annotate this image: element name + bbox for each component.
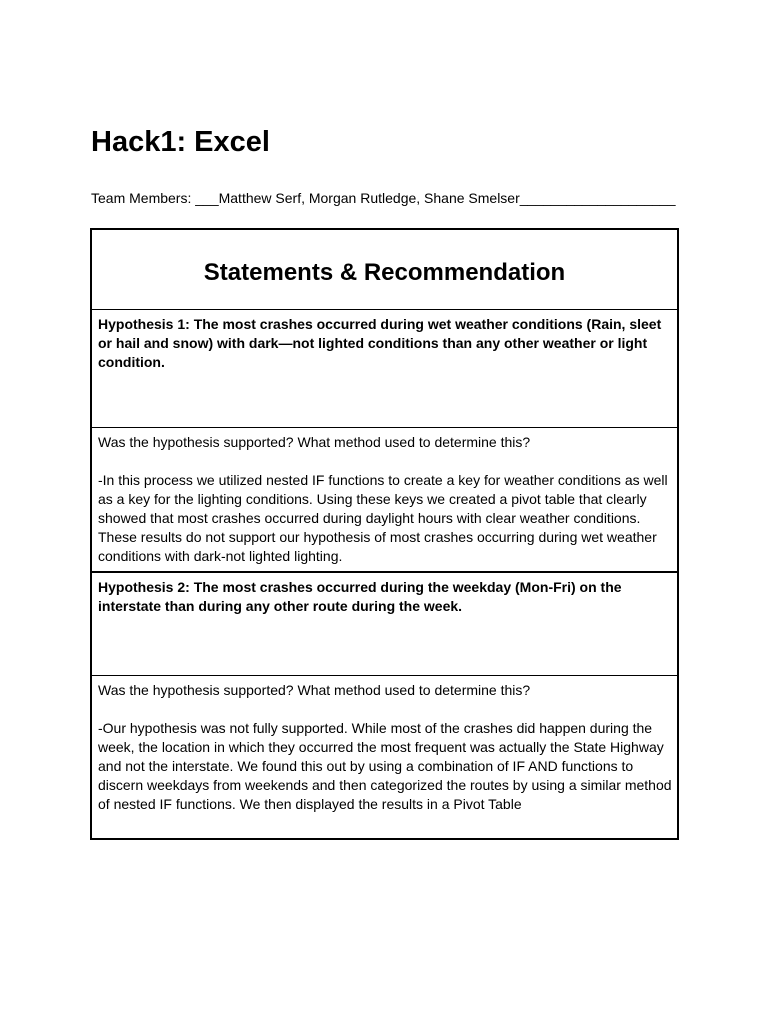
table-heading: Statements & Recommendation: [203, 258, 566, 286]
hypothesis-2-text: Hypothesis 2: The most crashes occurred during the weekday (Mon-Fri) on the interstate than during any other route during the week.: [98, 579, 622, 614]
hypothesis-1-answer-cell: [92, 428, 677, 573]
hypothesis-1-cell: [92, 310, 677, 428]
hypothesis-2-cell: [92, 573, 677, 676]
hypothesis-1-question: Was the hypothesis supported? What method used to determine this?: [98, 434, 531, 450]
page-title: Hack1: Excel: [91, 126, 270, 158]
hypothesis-1-answer: -In this process we utilized nested IF functions to create a key for weather conditions as well as a key for the lighting conditions. Using these keys we created a pivot table that clearly showed that most crashes occurred during daylight hours with clear weather conditions. These results do not support our hypothesis of most crashes occurring during wet weather conditions with dark-not lighted lighting.: [98, 472, 668, 564]
team-members-line: Team Members: ___Matthew Serf, Morgan Rutledge, Shane Smelser____________________: [91, 190, 676, 206]
hypothesis-2-question: Was the hypothesis supported? What method used to determine this?: [98, 682, 531, 698]
hypothesis-2-answer: -Our hypothesis was not fully supported. While most of the crashes did happen during the week, the location in which they occurred the most frequent was actually the State Highway and not the interstate. We found this out by using a combination of IF AND functions to discern weekdays from weekends and then categorized the routes by using a similar method of nested IF functions. We then displayed the results in a Pivot Table: [98, 720, 672, 812]
statements-table: [90, 228, 679, 840]
hypothesis-2-answer-cell: [92, 676, 677, 838]
hypothesis-1-text: Hypothesis 1: The most crashes occurred during wet weather conditions (Rain, sleet or hail and snow) with dark—not lighted conditions than any other weather or light condition.: [98, 316, 662, 370]
table-heading-cell: [92, 230, 677, 310]
